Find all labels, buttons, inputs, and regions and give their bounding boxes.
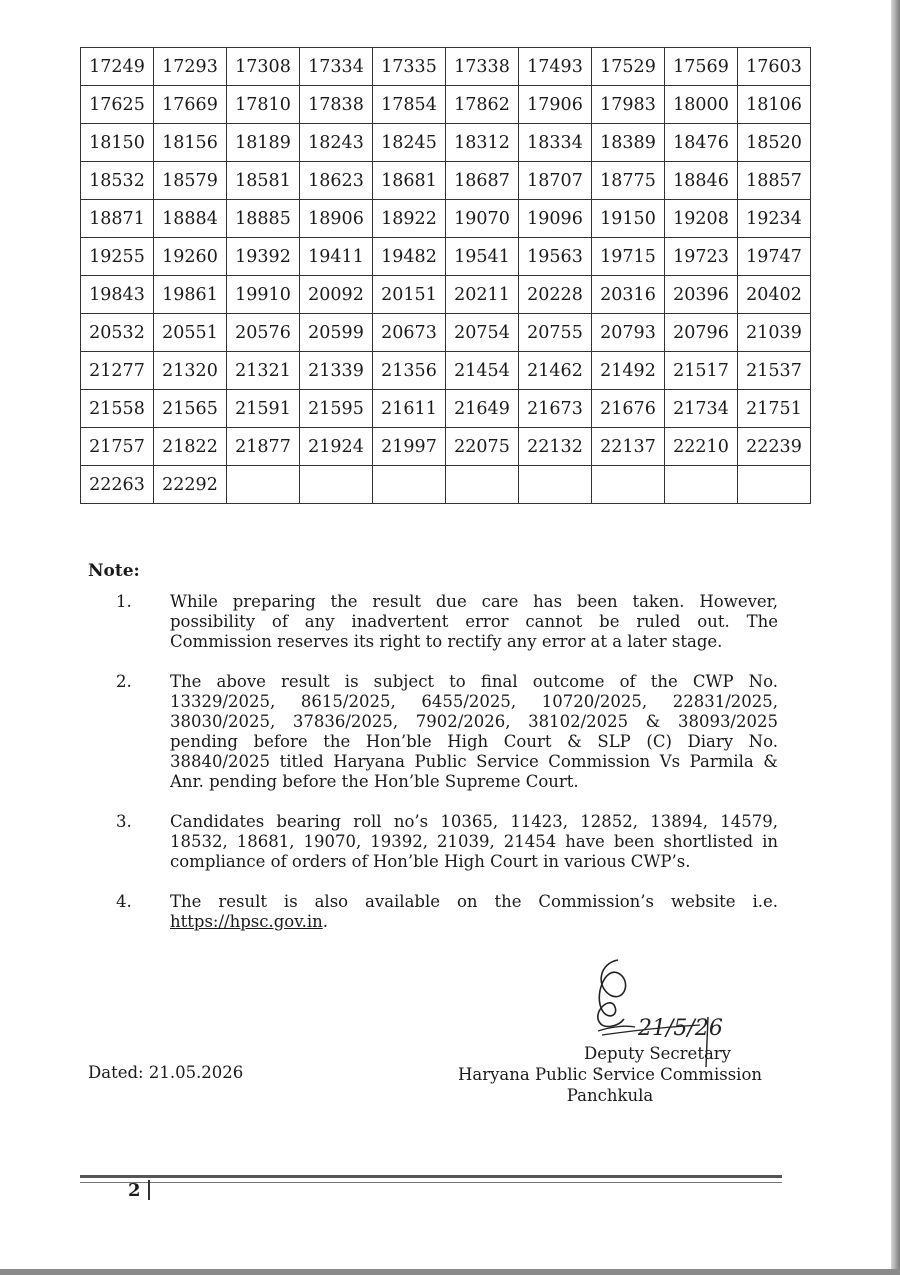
roll-number-cell: 22263 [81, 466, 154, 504]
website-link[interactable]: https://hpsc.gov.in [170, 912, 323, 931]
roll-number-cell: 17249 [81, 48, 154, 86]
roll-number-table [80, 47, 811, 504]
roll-number-cell: 19715 [592, 238, 665, 276]
roll-number-cell: 20211 [446, 276, 519, 314]
signatory-block [440, 1043, 780, 1106]
roll-number-cell: 22075 [446, 428, 519, 466]
roll-number-cell: 17810 [227, 86, 300, 124]
table-row [81, 200, 811, 238]
roll-number-cell: 17625 [81, 86, 154, 124]
roll-number-cell: 18623 [300, 162, 373, 200]
roll-number-cell: 22132 [519, 428, 592, 466]
page-bottom-edge [0, 1269, 900, 1275]
roll-number-cell: 21039 [738, 314, 811, 352]
note-list [88, 592, 778, 952]
roll-number-cell: 18189 [227, 124, 300, 162]
roll-number-cell: 17669 [154, 86, 227, 124]
roll-number-cell: 21649 [446, 390, 519, 428]
roll-number-cell: 20228 [519, 276, 592, 314]
note-text: While preparing the result due care has been taken. However, possibility of any inadvertent error cannot be ruled out. The Commission reserves its right to rectify any error at a later stage. [170, 592, 778, 651]
roll-number-cell: 18581 [227, 162, 300, 200]
roll-number-cell: 21595 [300, 390, 373, 428]
roll-number-cell: 20673 [373, 314, 446, 352]
roll-number-cell: 18775 [592, 162, 665, 200]
roll-number-cell: 18532 [81, 162, 154, 200]
roll-number-cell: 17983 [592, 86, 665, 124]
roll-number-cell: 18687 [446, 162, 519, 200]
roll-number-cell: 21320 [154, 352, 227, 390]
roll-number-cell: 17854 [373, 86, 446, 124]
note-number: 1. [116, 592, 132, 611]
roll-number-cell: 19096 [519, 200, 592, 238]
roll-number-cell: 19208 [665, 200, 738, 238]
table-row [81, 352, 811, 390]
roll-number-cell: 21565 [154, 390, 227, 428]
roll-number-cell: 21673 [519, 390, 592, 428]
roll-number-cell: 18579 [154, 162, 227, 200]
roll-number-cell: 18871 [81, 200, 154, 238]
roll-number-cell: 21924 [300, 428, 373, 466]
note-item-3 [88, 812, 778, 872]
table-row [81, 314, 811, 352]
roll-number-cell: 22239 [738, 428, 811, 466]
roll-number-cell: 18906 [300, 200, 373, 238]
roll-number-cell: 22292 [154, 466, 227, 504]
roll-number-cell: 18312 [446, 124, 519, 162]
table-row [81, 276, 811, 314]
roll-number-cell: 20793 [592, 314, 665, 352]
note-text: The above result is subject to final outcome of the CWP No. 13329/2025, 8615/2025, 6455/2025, 10720/2025, 22831/2025, 38030/2025, 37836/2025, 7902/2026, 38102/2025 & 38093/2025 pending before the Hon’ble High Court & SLP (C) Diary No. 38840/2025 titled Haryana Public Service Commission Vs Parmila & Anr. pending before the Hon’ble Supreme Court. [170, 672, 778, 791]
roll-number-cell: 17334 [300, 48, 373, 86]
table-row [81, 390, 811, 428]
roll-number-cell: 20316 [592, 276, 665, 314]
roll-number-cell: 20402 [738, 276, 811, 314]
roll-number-cell: 22137 [592, 428, 665, 466]
note-text-end: . [322, 912, 328, 931]
roll-number-cell: 20532 [81, 314, 154, 352]
signatory-designation: Deputy Secretary [583, 1044, 732, 1063]
roll-number-cell: 21277 [81, 352, 154, 390]
roll-number-cell: 21591 [227, 390, 300, 428]
roll-number-cell: 17308 [227, 48, 300, 86]
roll-number-cell: 18520 [738, 124, 811, 162]
roll-number-cell: 20151 [373, 276, 446, 314]
roll-number-cell [373, 466, 446, 504]
page-edge-shadow [891, 0, 900, 1275]
roll-number-cell: 21822 [154, 428, 227, 466]
roll-number-cell: 21751 [738, 390, 811, 428]
roll-number-cell: 17603 [738, 48, 811, 86]
roll-number-cell: 18150 [81, 124, 154, 162]
roll-number-cell: 18846 [665, 162, 738, 200]
roll-number-cell: 19392 [227, 238, 300, 276]
roll-number-cell: 17293 [154, 48, 227, 86]
roll-number-cell: 20576 [227, 314, 300, 352]
roll-number-cell: 18000 [665, 86, 738, 124]
roll-number-cell: 21734 [665, 390, 738, 428]
roll-number-cell: 19070 [446, 200, 519, 238]
roll-number-cell: 19482 [373, 238, 446, 276]
signatory-organization: Haryana Public Service Commission [457, 1065, 763, 1084]
note-text: The result is also available on the Commission’s website i.e. [170, 892, 778, 911]
roll-number-cell: 21997 [373, 428, 446, 466]
roll-number-cell: 18106 [738, 86, 811, 124]
roll-number-cell: 21558 [81, 390, 154, 428]
roll-number-cell [738, 466, 811, 504]
roll-number-cell: 18476 [665, 124, 738, 162]
roll-number-cell: 20754 [446, 314, 519, 352]
roll-number-cell: 18707 [519, 162, 592, 200]
roll-number-cell: 18245 [373, 124, 446, 162]
roll-number-cell: 21339 [300, 352, 373, 390]
roll-number-cell: 20396 [665, 276, 738, 314]
roll-number-cell: 17335 [373, 48, 446, 86]
roll-number-cell: 21492 [592, 352, 665, 390]
roll-number-cell: 21517 [665, 352, 738, 390]
page-number: 2 [128, 1180, 141, 1201]
roll-number-cell: 17569 [665, 48, 738, 86]
table-row [81, 238, 811, 276]
roll-number-cell: 17529 [592, 48, 665, 86]
roll-number-cell: 18885 [227, 200, 300, 238]
note-item-1 [88, 592, 778, 652]
roll-number-cell: 19255 [81, 238, 154, 276]
roll-number-cell: 21454 [446, 352, 519, 390]
roll-number-cell: 21321 [227, 352, 300, 390]
roll-number-cell: 19260 [154, 238, 227, 276]
roll-number-cell: 20551 [154, 314, 227, 352]
roll-number-cell: 19861 [154, 276, 227, 314]
roll-number-cell [592, 466, 665, 504]
roll-number-cell: 19411 [300, 238, 373, 276]
roll-number-cell: 18884 [154, 200, 227, 238]
roll-number-cell: 20755 [519, 314, 592, 352]
roll-number-cell: 17338 [446, 48, 519, 86]
roll-number-cell: 17862 [446, 86, 519, 124]
roll-number-cell: 21462 [519, 352, 592, 390]
roll-table-body [81, 48, 811, 504]
roll-number-cell: 21676 [592, 390, 665, 428]
note-number: 2. [116, 672, 132, 691]
roll-number-cell: 18156 [154, 124, 227, 162]
roll-number-cell: 21877 [227, 428, 300, 466]
roll-number-cell: 21356 [373, 352, 446, 390]
roll-number-cell: 21537 [738, 352, 811, 390]
note-item-4 [88, 892, 778, 932]
roll-number-cell [446, 466, 519, 504]
roll-number-cell: 19234 [738, 200, 811, 238]
note-number: 3. [116, 812, 132, 831]
table-row [81, 124, 811, 162]
note-number: 4. [116, 892, 132, 911]
roll-number-cell: 18334 [519, 124, 592, 162]
roll-number-cell: 19910 [227, 276, 300, 314]
roll-number-cell: 19843 [81, 276, 154, 314]
roll-number-cell: 18243 [300, 124, 373, 162]
dated-line: Dated: 21.05.2026 [88, 1063, 244, 1082]
footer-rule [80, 1175, 782, 1183]
roll-number-cell: 18857 [738, 162, 811, 200]
signatory-place: Panchkula [566, 1086, 654, 1105]
handwritten-date: 21/5/26 [638, 1016, 723, 1041]
roll-number-cell [227, 466, 300, 504]
roll-number-cell [665, 466, 738, 504]
roll-number-cell: 21611 [373, 390, 446, 428]
roll-number-cell [519, 466, 592, 504]
roll-number-cell: 18681 [373, 162, 446, 200]
roll-number-cell: 20092 [300, 276, 373, 314]
note-text: Candidates bearing roll no’s 10365, 11423, 12852, 13894, 14579, 18532, 18681, 19070, 19392, 21039, 21454 have been shortlisted in compliance of orders of Hon’ble High Court in various CWP’s. [170, 812, 778, 871]
roll-number-cell: 21757 [81, 428, 154, 466]
table-row [81, 48, 811, 86]
roll-number-cell: 17493 [519, 48, 592, 86]
roll-number-cell: 18922 [373, 200, 446, 238]
table-row [81, 86, 811, 124]
roll-number-cell: 19563 [519, 238, 592, 276]
roll-number-cell: 22210 [665, 428, 738, 466]
roll-number-cell: 20599 [300, 314, 373, 352]
note-item-2 [88, 672, 778, 792]
roll-number-cell [300, 466, 373, 504]
table-row [81, 162, 811, 200]
roll-number-cell: 18389 [592, 124, 665, 162]
roll-number-cell: 17906 [519, 86, 592, 124]
page-number-divider [148, 1180, 150, 1200]
roll-number-cell: 19747 [738, 238, 811, 276]
roll-number-cell: 19723 [665, 238, 738, 276]
roll-number-cell: 20796 [665, 314, 738, 352]
table-row [81, 466, 811, 504]
table-row [81, 428, 811, 466]
roll-number-cell: 17838 [300, 86, 373, 124]
note-title: Note: [88, 561, 140, 581]
roll-number-cell: 19541 [446, 238, 519, 276]
roll-number-cell: 19150 [592, 200, 665, 238]
